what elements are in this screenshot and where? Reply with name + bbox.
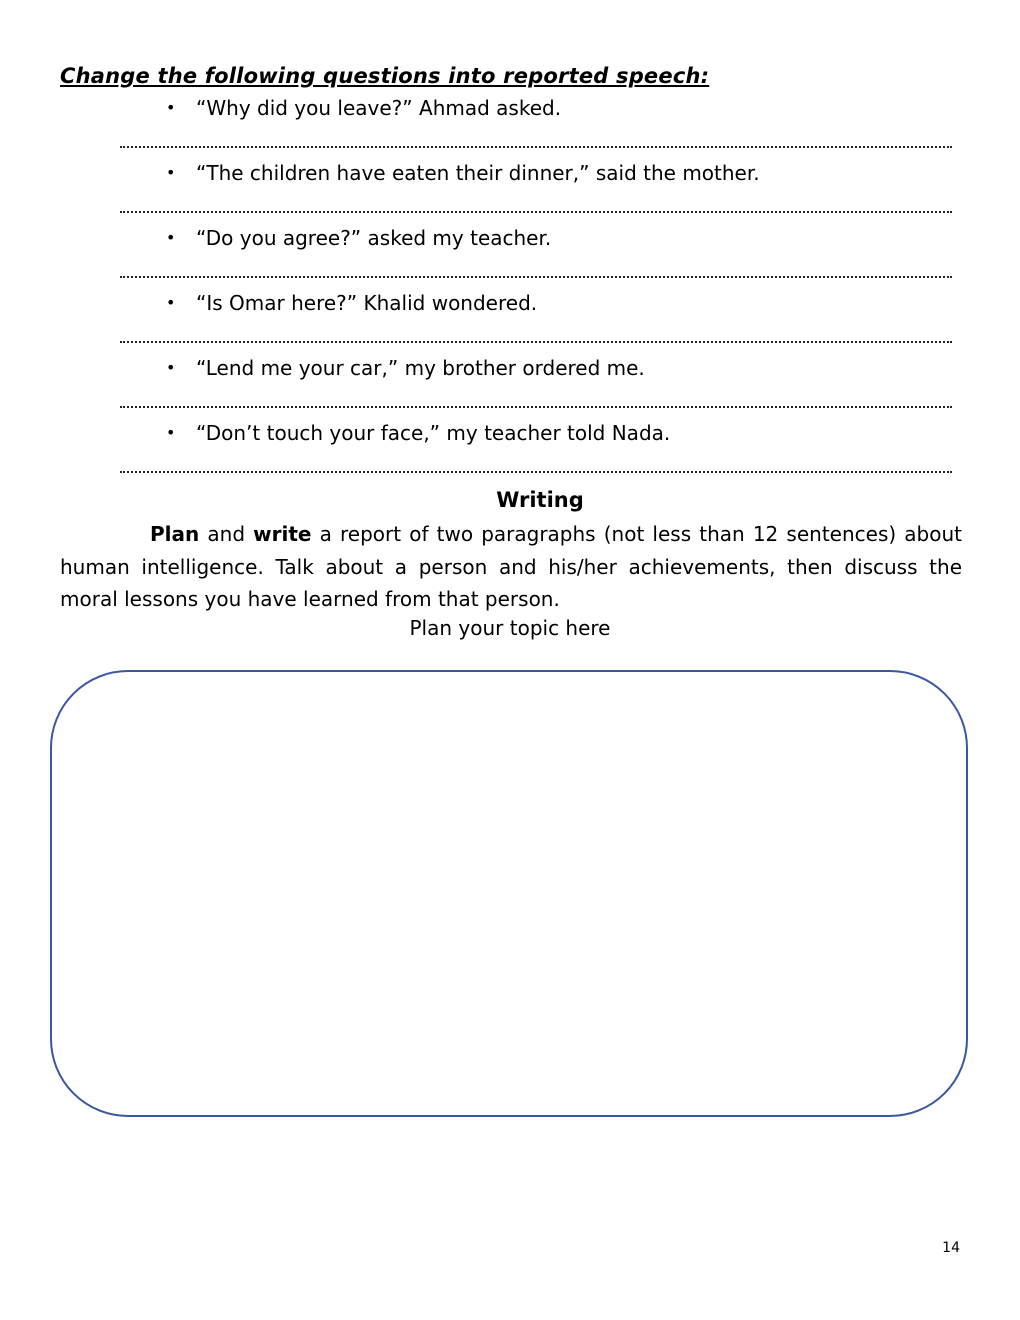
- answer-line[interactable]: [120, 406, 952, 408]
- question-text: “Why did you leave?” Ahmad asked.: [196, 96, 562, 120]
- question-text: “Is Omar here?” Khalid wondered.: [196, 291, 538, 315]
- question-item: [166, 226, 551, 250]
- bullet-icon: •: [166, 228, 176, 247]
- instructions-rest: a report of two paragraphs (not less than 12 sentences) about human intelligence. Talk about a person and his/her achievements, then discuss the moral lessons you have learned from that person.: [60, 522, 962, 611]
- answer-line[interactable]: [120, 341, 952, 343]
- plan-word: Plan: [150, 522, 200, 546]
- page-number: 14: [942, 1240, 960, 1256]
- answer-line[interactable]: [120, 471, 952, 473]
- and-word: and: [199, 522, 254, 546]
- writing-title: Writing: [496, 488, 584, 512]
- bullet-icon: •: [166, 423, 176, 442]
- exercise-heading: Change the following questions into reported speech:: [60, 64, 710, 88]
- answer-line[interactable]: [120, 276, 952, 278]
- question-text: “Don’t touch your face,” my teacher told Nada.: [196, 421, 671, 445]
- question-item: [166, 161, 760, 185]
- question-item: [166, 291, 537, 315]
- write-word: write: [253, 522, 312, 546]
- bullet-icon: •: [166, 358, 176, 377]
- question-item: [166, 96, 561, 120]
- bullet-icon: •: [166, 98, 176, 117]
- question-item: [166, 421, 670, 445]
- plan-label: Plan your topic here: [409, 616, 611, 640]
- bullet-icon: •: [166, 163, 176, 182]
- question-text: “The children have eaten their dinner,” said the mother.: [196, 161, 760, 185]
- answer-line[interactable]: [120, 211, 952, 213]
- question-item: [166, 356, 645, 380]
- writing-instructions: [60, 518, 962, 616]
- answer-line[interactable]: [120, 146, 952, 148]
- question-text: “Lend me your car,” my brother ordered me.: [196, 356, 645, 380]
- bullet-icon: •: [166, 293, 176, 312]
- plan-box[interactable]: [50, 670, 968, 1117]
- question-text: “Do you agree?” asked my teacher.: [196, 226, 552, 250]
